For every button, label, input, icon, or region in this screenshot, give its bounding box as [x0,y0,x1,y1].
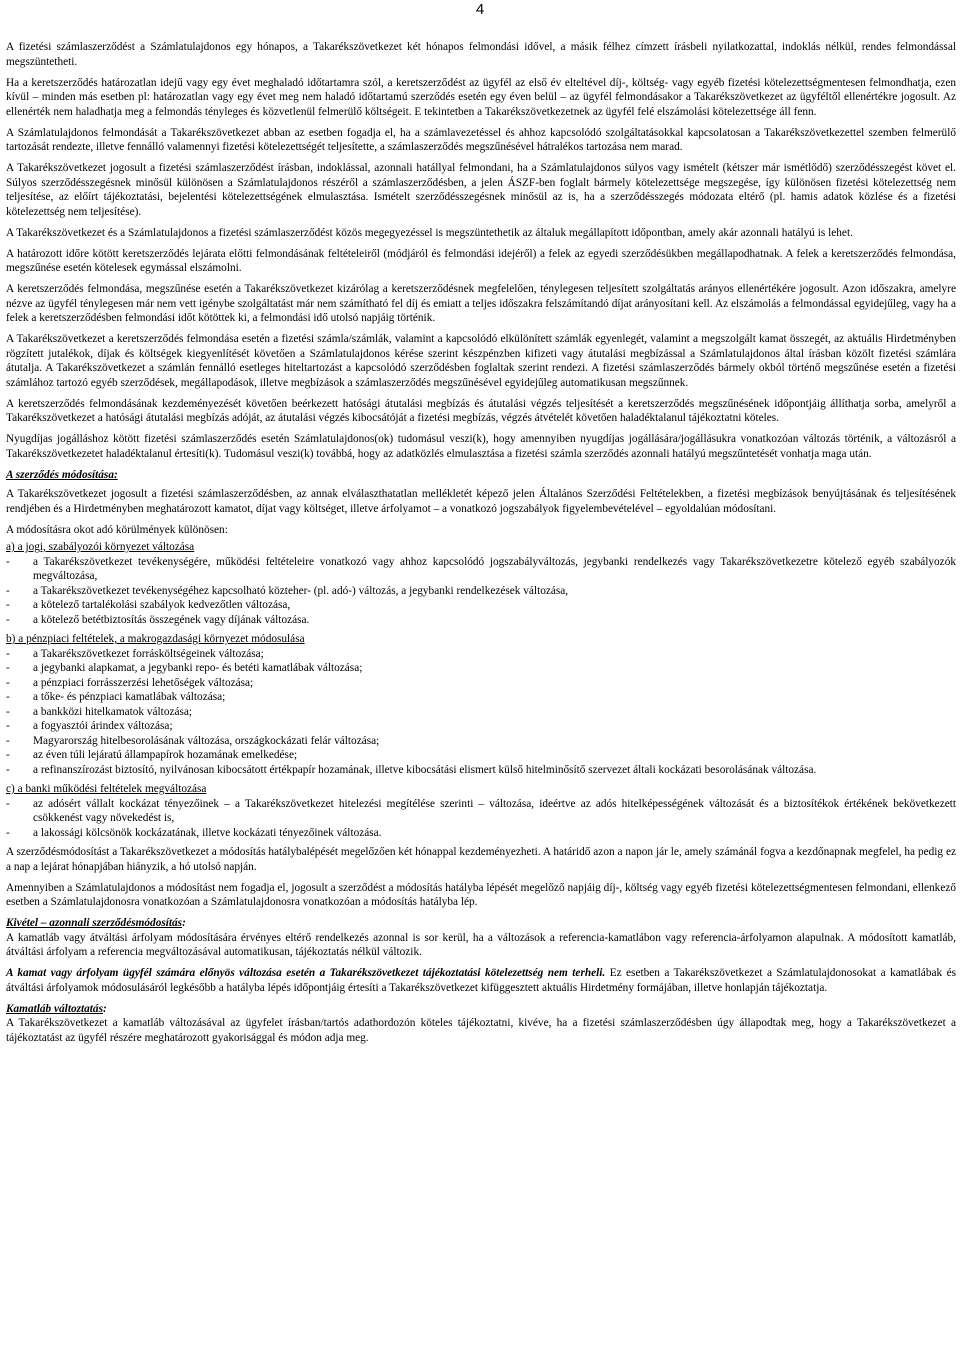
section-c-title: c) a banki működési feltételek megváltozása [6,783,207,795]
heading-interest-change-text: Kamatláb változtatás [6,1002,103,1015]
paragraph-official-transfers: A keretszerződés felmondásának kezdeményezését követően beérkezett hatósági átutalási megbízás és átutalási végzés teljesítését a keretszerződés megszűnésének időpontjáig állíthatja sorba, amelyről a Takarékszövetkezet a hatósági átutalási megbízás adóját, az átutalási végzés kibocsátóját a fizetési megbízás, végzés átvételét követően haladéktalanul tájékoztatni köteles. [6,397,956,424]
list-item: - a kötelező betétbiztosítás összegének vagy díjának változása. [6,613,956,628]
list-item: - a Takarékszövetkezet tevékenységére, működési feltételeire vonatkozó vagy ahhoz kapcsolódó jogszabályváltozás, jegybanki rendelkezés vagy Takarékszövetkezetre kötelező egyéb szabályozók megváltozása, [6,555,956,584]
list-item: - az adósért vállalt kockázat tényezőinek – a Takarékszövetkezet hitelezési megítélése szerinti – változása, ideértve az adós hitelképességének változását és a biztosítékok értékének bekövetkezett csökkenést vagy növekedést is, [6,797,956,826]
section-b-title: b) a pénzpiaci feltételek, a makrogazdasági környezet módosulása [6,633,305,645]
section-a-title: a) a jogi, szabályozói környezet változása [6,541,195,553]
paragraph-termination-notice: A fizetési számlaszerződést a Számlatulajdonos egy hónapos, a Takarékszövetkezet két hónapos felmondási idővel, a másik félhez címzett írásbeli nyilatkozattal, indoklás nélkül, rendes felmondással megszüntetheti. [6,41,956,68]
paragraph-interest-notification: A Takarékszövetkezet a kamatláb változásával az ügyfelet írásban/tartós adathordozón köteles tájékoztatni, kivéve, ha a fizetési számlaszerződésben úgy állapodtak meg, hogy a Takarékszövetkezet a tájékoztatást az ügyfél részére meghatározott gyakorisággal és módon adja meg. [6,1017,956,1044]
list-item: - a Takarékszövetkezet forrásköltségeinek változása; [6,647,956,662]
list-item: - a tőke- és pénzpiaci kamatlábak változása; [6,690,956,705]
list-item: - a lakossági kölcsönök kockázatának, illetve kockázati tényezőinek változása. [6,826,956,841]
paragraph-mutual-agreement: A Takarékszövetkezet és a Számlatulajdonos a fizetési számlaszerződést közös megegyezéssel is megszüntethetik az általuk megállapított időpontban, amely akár azonnali hatályú is lehet. [6,226,853,239]
list-item: - a Takarékszövetkezet tevékenységéhez kapcsolható közteher- (pl. adó-) változás, a jegybanki rendelkezések változása, [6,584,956,599]
paragraph-unilateral-modification: A Takarékszövetkezet jogosult a fizetési számlaszerződésben, az annak elválaszthatatlan mellékletét képező jelen Általános Szerződési Feltételekben, a fizetési megbízások benyújtásának és teljesítésének rendjében és a Hirdetményben meghatározott kamatot, díjat vagy költséget, illetve árfolyamot – a vonatkozó jogszabályok figyelembevételével – egyoldalúan módosítani. [6,488,956,515]
list-item: - a fogyasztói árindex változása; [6,719,956,734]
paragraph-immediate-termination: A Takarékszövetkezet jogosult a fizetési számlaszerződést írásban, indoklással, azonnali hatállyal felmondani, ha a Számlatulajdonos súlyos vagy ismételt (kétszer már ismétlődő) szerződésszegést követ el. Súlyos szerződésszegésnek minősül különösen a Számlatulajdonos részéről a számlaszerződésben, a jelen ÁSZF-ben foglalt bármely kötelezettsége megszegése, így különösen fizetési kötelezettség nem teljesítése, az előírt tájékoztatási, bejelentési kötelezettségének elmulasztása. Ismételt szerződésszegésnek minősül az is, ha a szerződésszegés módozata eltérő (pl. hamis adatok közlése és a fizetési kötelezettség nem teljesítése). [6,162,956,218]
page-body [6,40,956,1052]
paragraph-balance-payout: A Takarékszövetkezet a keretszerződés felmondása esetén a fizetési számla/számlák, valamint a kapcsolódó elkülönített számlák egyenlegét, valamint a megszolgált kamat összegét, az aktuális Hirdetményben rögzített jutalékok, díjak és költségek kiegyenlítését követően a Számlatulajdonos kérése szerint készpénzben kifizeti vagy átutalási megbízással a Számlatulajdonos által írásban közölt fizetési számlára átutalja. A Takarékszövetkezet a számlán fennálló esetleges hiteltartozást a kapcsolódó szerződésben foglaltak szerint rendezi. A fizetési számlaszerződés bármely okból történő megszűnése esetén a fizetési számlához tartozó egyéb szerződések, megállapodások, illetve megbízások a számlaszerződés megszűnésével egyidejűleg automatikusan megszűnnek. [6,333,956,389]
heading-immediate-modification-text: Kivétel – azonnali szerződésmódosítás [6,917,183,929]
favourable-change-rest: Ez esetben a Takarékszövetkezet a Számlatulajdonosokat a kamatlábak és átváltási árfolyamok módosulásáról legkésőbb a hatályba lépés időpontjáig értesíti a Takarékszövetkezet kifüggesztett aktuális Hirdetmény formájában, illetve honlapján tájékoztatja. [6,967,956,994]
heading-colon: : [102,1002,107,1015]
list-item: - a kötelező tartalékolási szabályok kedvezőtlen változása, [6,598,956,613]
paragraph-reference-rate: A kamatláb vagy átváltási árfolyam módosítására érvényes eltérő rendelkezés azonnal is sor kerül, ha a változások a referencia-kamatlábon vagy referencia-árfolyamon alapulnak. A módosított kamatláb, átváltási árfolyam a referencia megváltozásával automatikusan, tájékoztatás nélkül változik. [6,931,956,958]
favourable-change-bold: A kamat vagy árfolyam ügyfél számára előnyös változása esetén a Takarékszövetkezet tájékoztatási kötelezettség nem terheli. [6,967,606,979]
paragraph-holder-termination-conditions: A Számlatulajdonos felmondását a Takarékszövetkezet abban az esetben fogadja el, ha a számlavezetéssel és ahhoz kapcsolódó szolgáltatásokkal kapcsolatosan a Takarékszövetkezettel szemben felmerülő tartozását rendezte, illetve fennálló valamennyi fizetési kötelezettségét teljesítette, a számlaszerződés megszűnésével hátralékos tartozása nem marad. [6,126,956,153]
section-b-list [6,647,956,778]
section-a-list [6,555,956,628]
paragraph-framework-termination: Ha a keretszerződés határozatlan idejű vagy egy évet meghaladó időtartamra szól, a keretszerződést az ügyfél az első év elteltével díj-, költség- vagy egyéb fizetési kötelezettségmentesen felmondhatja, ezen kívül – minden más esetben pl: határozatlan vagy egy évet meg nem haladó időtartamú szerződés esetén egy éven belül – az ügyfél felmondásakor a Takarékszövetkezet az ügyféltől ellenértékre jogosult. Az ellenérték nem haladhatja meg a felmondás tényleges és közvetlenül felmerülő költségeit. E tekintetben a Takarékszövetkezetnek az ügyfél felé elszámolási kötelezettsége áll fenn. [6,76,956,118]
page-number: 4 [475,1,485,18]
heading-contract-modification: A szerződés módosítása: [6,468,118,481]
heading-colon: : [182,917,186,929]
paragraph-modification-reasons: A módosításra okot adó körülmények különösen: [6,523,228,536]
paragraph-modification-timing: A szerződésmódosítást a Takarékszövetkezet a módosítás hatálybalépését megelőzően két hónappal kezdeményezheti. A határidő azon a napon jár le, amely számánál fogva a kezdőnapnak megfelel, ha pedig ez a nap a lejárat hónapjában hiányzik, a hó utolsó napján. [6,846,956,873]
paragraph-fixed-term-termination: A határozott időre kötött keretszerződés lejárata előtti felmondásának feltételeiről (módjáról és felmondási idejéről) a felek az egyedi szerződésükben megállapodhatnak. A felek a keretszerződés felmondása, megszűnése esetén kötelesek egymással elszámolni. [6,247,956,274]
list-item: - az éven túli lejáratú állampapírok hozamának emelkedése; [6,748,956,763]
list-item: - a bankközi hitelkamatok változása; [6,705,956,720]
heading-interest-change [6,1002,956,1017]
list-item: - a refinanszírozást biztosító, nyilvánosan kibocsátott értékpapír hozamának, illetve kibocsátási elismert külső hitelminősítő szervezet általi kockázati besorolásának változása. [6,763,956,778]
paragraph-modification-rejection: Amennyiben a Számlatulajdonos a módosítást nem fogadja el, jogosult a szerződést a módosítás hatályba lépését megelőző napjáig díj-, költség vagy egyéb fizetési kötelezettségmentesen felmondani, ellenkező esetben a Számlatulajdonosra vonatkozóan a Számlatulajdonosra vonatkozóan a módosítás hatályba lép. [6,881,956,908]
section-c-list [6,797,956,841]
heading-immediate-modification [6,916,956,931]
paragraph-pension-status: Nyugdíjas jogálláshoz kötött fizetési számlaszerződés esetén Számlatulajdonos(ok) tudomásul veszi(k), hogy amennyiben nyugdíjas jogállására/jogállásukra vonatkozóan változás történik, a változásról a Takarékszövetkezetet haladéktalanul értesíti(k). Tudomásul veszi(k) továbbá, hogy az adatközlés elmulasztása a fizetési számla szerződés azonnali hatályú megszűntetését vonhatja maga után. [6,433,956,460]
list-item: - Magyarország hitelbesorolásának változása, országkockázati felár változása; [6,734,956,749]
paragraph-settlement: A keretszerződés felmondása, megszűnése esetén a Takarékszövetkezet kizárólag a keretszerződésnek megfelelően, ténylegesen teljesített szolgáltatás arányos ellenértékére jogosult. Azon időszakra, amelyre nézve az ügyfél ténylegesen már nem vett igénybe szolgáltatást már nem számítható fel díj és emiatt a teljes időszakra felszámítandó díjat arányosítani kell. Az elszámolás a felmondással egyidejűleg, vagy ha a felek a keretszerződésben felmondási időt kötöttek ki, a felmondási idő utolsó napjáig történik. [6,283,956,324]
paragraph-favourable-change [6,966,956,995]
list-item: - a pénzpiaci forrásszerzési lehetőségek változása; [6,676,956,691]
list-item: - a jegybanki alapkamat, a jegybanki repo- és betéti kamatlábak változása; [6,661,956,676]
